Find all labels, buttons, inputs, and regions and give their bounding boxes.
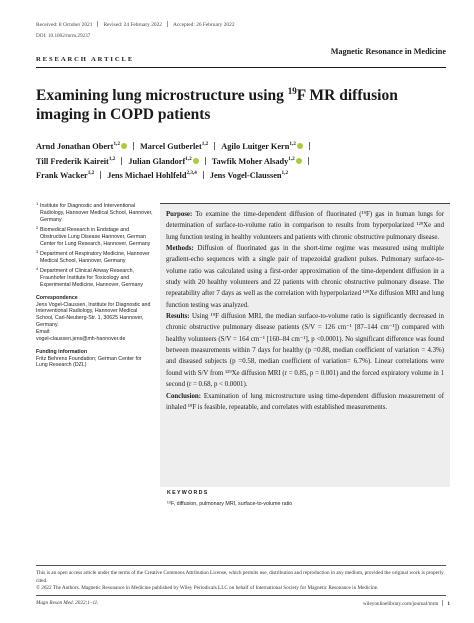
keywords-text: ¹⁹F, diffusion, pulmonary MRI, surface-to-volume ratio <box>167 501 293 507</box>
author-name[interactable]: Till Frederik Kaireit <box>36 156 109 166</box>
affiliation-text: Department of Clinical Airway Research, Fraunhofer Institute for Toxicology and Experimental Medicine, Hannover, Germany <box>40 268 144 288</box>
license-notice <box>36 570 446 593</box>
article-dates <box>36 21 456 28</box>
doi[interactable]: DOI: 10.1002/mrm.29237 <box>36 33 91 39</box>
affiliation-item <box>36 203 154 224</box>
author-affiliation-sup: 1,2 <box>108 155 116 162</box>
license-line-1: This is an open access article under the terms of the Creative Commons Attribution License, which permits use, distribution and reproduction in any medium, provided the original work is properly cited. <box>36 570 444 584</box>
journal-url[interactable]: wileyonlinelibrary.com/journal/mrm <box>362 601 439 607</box>
footer-rule <box>36 595 446 596</box>
results-text: Using ¹⁹F diffusion MRI, the median surface-to-volume ratio is significantly decreased in chronic obstructive pulmonary disease patients (S/V = 126 cm⁻¹ [87–144 cm⁻¹]) compared with healthy volunteers (S/V = 164 cm⁻¹ [160–84 cm⁻¹], p <0.0001). No significant difference was found between measurements within 7 days for healthy (p =0.88, median coefficient of variation = 4.3%) and diseased subjects (p =0.58, median coefficient of variation= 6.7%). Linear correlations were found with S/V from ¹²⁹Xe diffusion MRI (r = 0.85, p = 0.001) and the forced expiratory volume in 1 second (r = 0.68, p < 0.0001). <box>166 313 444 389</box>
received-date: Received: 8 October 2021 <box>36 22 93 28</box>
license-rule <box>36 565 446 566</box>
affiliation-text: Biomedical Research in Endstage and Obstructive Lung Disease Hannover, German Center for Lung Research, Hannover, Germany <box>40 227 151 247</box>
methods-label: Methods: <box>166 245 194 253</box>
author-name[interactable]: Jens Michael Hohlfeld <box>107 171 187 181</box>
affiliations <box>36 203 154 289</box>
separator <box>442 600 443 606</box>
author-separator <box>309 142 310 150</box>
conclusion-label: Conclusion: <box>166 392 201 400</box>
correspondence-address: Jens Vogel-Claussen, Institute for Diagnostic and Interventional Radiology, Hannover Medical School, Carl-Neuberg-Str. 1, 30625 Hannover, Germany. <box>36 301 151 329</box>
accepted-date: Accepted: 26 February 2022 <box>172 22 235 28</box>
separator <box>167 21 168 27</box>
results-label: Results: <box>166 313 190 321</box>
separator <box>97 21 98 27</box>
orcid-icon[interactable] <box>296 158 302 164</box>
conclusion-text: Examination of lung microstructure using time-dependent diffusion measurement of inhaled ¹⁹F is feasible, repeatable, and correlates with established measurements. <box>166 392 444 411</box>
author-separator <box>121 157 122 165</box>
correspondence-email-label: Email: <box>36 329 51 335</box>
affiliation-number: 1 <box>36 201 39 206</box>
left-column <box>36 203 154 369</box>
author-affiliation-sup: 1,2 <box>201 141 209 148</box>
affiliation-number: 3 <box>36 249 39 255</box>
page-number: 1 <box>447 601 450 607</box>
author-affiliation-sup: 1,2 <box>288 155 295 162</box>
correspondence-email[interactable]: vogel-claussen.jens@mh-hannover.de <box>36 335 126 342</box>
citation: Magn Reson Med. 2022;1–11. <box>36 600 99 606</box>
author-separator <box>203 171 204 179</box>
author-separator <box>133 142 134 150</box>
affiliation-text: Department of Respiratory Medicine, Hannover Medical School, Hannover, Germany <box>40 251 150 264</box>
purpose-label: Purpose: <box>166 211 193 218</box>
author-name[interactable]: Julian Glandorf <box>128 156 186 166</box>
page-footer <box>36 600 450 606</box>
orcid-icon[interactable] <box>193 158 199 164</box>
author-affiliation-sup: 1,2 <box>289 141 296 148</box>
orcid-icon[interactable] <box>121 143 127 149</box>
author-list <box>36 140 456 184</box>
correspondence-heading: Correspondence <box>36 294 78 301</box>
author-name[interactable]: Tawfik Moher Alsady <box>211 156 289 166</box>
journal-name: Magnetic Resonance in Medicine <box>330 47 446 56</box>
funding-text: Fritz Behrens Foundation; German Center for Lung Research (DZL) <box>36 355 142 369</box>
author-affiliation-sup: 1,2 <box>281 170 289 177</box>
affiliation-item <box>36 251 154 265</box>
orcid-icon[interactable] <box>297 143 303 149</box>
author-affiliation-sup: 1,2 <box>185 155 192 162</box>
author-separator <box>214 142 215 150</box>
affiliation-item <box>36 268 154 289</box>
abstract-text <box>166 209 444 413</box>
author-affiliation-sup: 1,2 <box>87 170 95 177</box>
author-name[interactable]: Frank Wacker <box>36 171 88 181</box>
purpose-text: To examine the time-dependent diffusion of fluorinated (¹⁹F) gas in human lungs for determination of surface-to-volume ratio in comparison to results from hyperpolarized ¹²⁹Xe and lung function testing in healthy volunteers and patients with chronic obstructive pulmonary disease. <box>166 211 445 241</box>
funding-heading: Funding information <box>36 348 88 355</box>
author-name[interactable]: Jens Vogel-Claussen <box>209 171 282 181</box>
author-separator <box>205 157 206 165</box>
author-name[interactable]: Agilo Luitger Kern <box>221 142 290 151</box>
author-separator <box>308 157 309 165</box>
header-rule <box>36 67 446 68</box>
revised-date: Revised: 24 February 2022 <box>103 22 162 28</box>
author-affiliation-sup: 1,2 <box>113 141 120 148</box>
license-line-2: © 2022 The Authors. Magnetic Resonance in Medicine published by Wiley Periodicals LLC on behalf of International Society for Magnetic Resonance in Medicine. <box>36 585 379 591</box>
article-title: Examining lung microstructure using $^{19}$F MR diffusion imaging in COPD patients <box>36 85 398 123</box>
abstract-box <box>160 203 450 487</box>
keywords-heading: KEYWORDS <box>167 490 209 496</box>
author-name[interactable]: Marcel Gutberlet <box>139 142 202 151</box>
affiliation-number: 2 <box>36 225 39 231</box>
affiliation-number: 4 <box>36 266 39 272</box>
methods-text: Diffusion of fluorinated gas in the short-time regime was measured using multiple gradient-echo sequences with a single pair of trapezoidal gradient pulses. Pulmonary surface-to-volume ratio was calculated using a first-order approximation of the time-dependent diffusion in a study with 20 healthy volunteers and 22 patients with chronic obstructive pulmonary disease. The repeatability after 7 days as well as the correlation with hyperpolarized ¹²⁹Xe diffusion MRI and lung function testing was analyzed. <box>166 245 444 309</box>
section-label: RESEARCH ARTICLE <box>36 56 135 63</box>
author-separator <box>100 171 101 179</box>
affiliation-text: Institute for Diagnostic and Interventional Radiology, Hannover Medical School, Hannover, Germany <box>40 203 153 223</box>
affiliation-item <box>36 227 154 248</box>
author-name[interactable]: Arnd Jonathan Obert <box>36 142 114 151</box>
author-affiliation-sup: 2,3,4 <box>186 170 197 177</box>
